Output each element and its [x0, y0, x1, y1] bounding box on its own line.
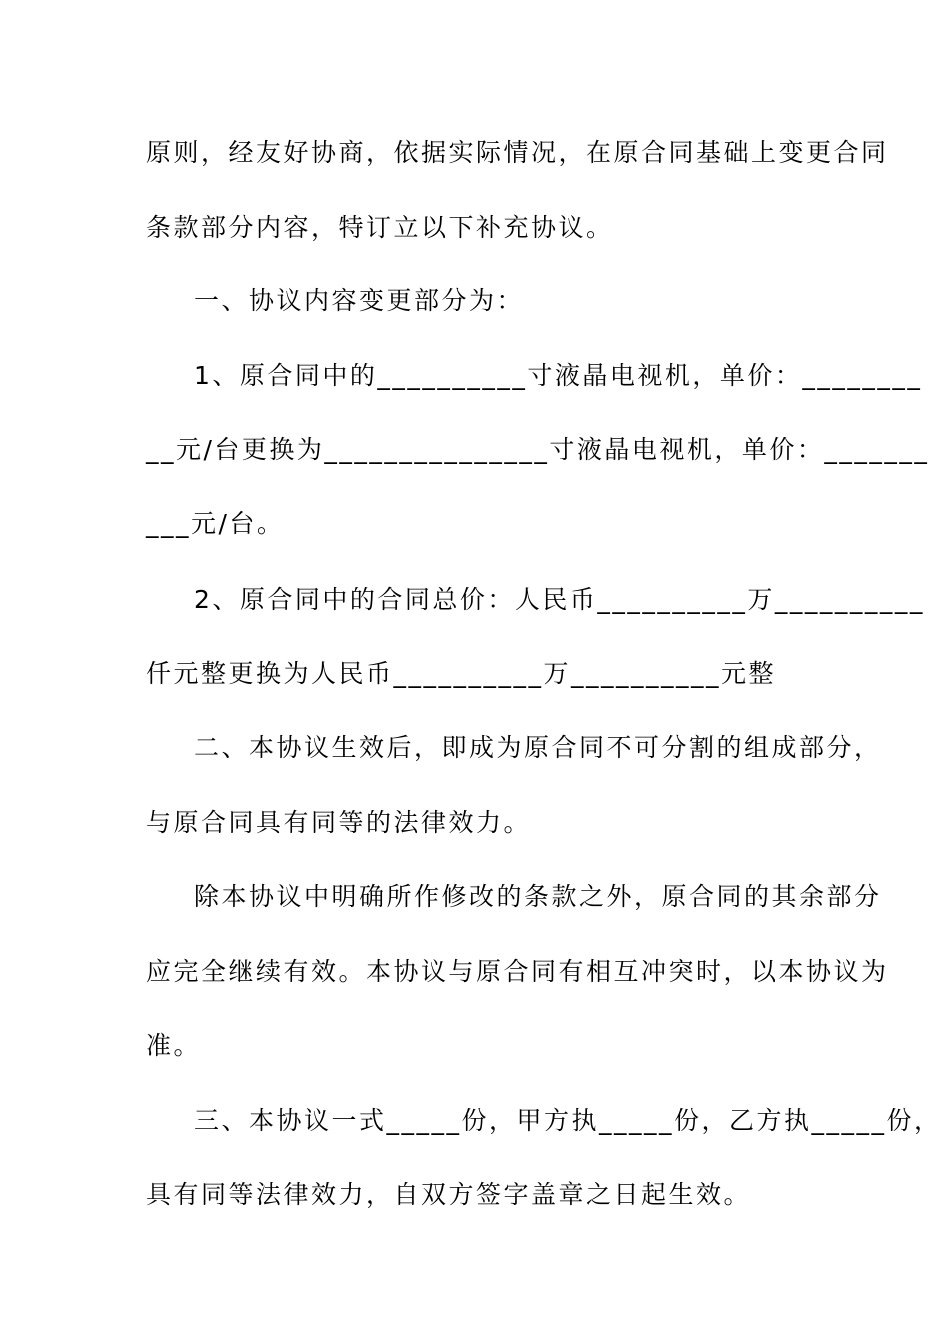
clause-line: __元/台更换为_______________寸液晶电视机，单价：_______	[146, 435, 930, 464]
clause-line: ___元/台。	[146, 509, 285, 538]
section-heading: 三、本协议一式_____份，甲方执_____份，乙方执_____份，	[194, 1106, 942, 1135]
paragraph-line: 具有同等法律效力，自双方签字盖章之日起生效。	[146, 1180, 752, 1209]
paragraph-line: 条款部分内容，特订立以下补充协议。	[146, 213, 614, 242]
paragraph-line: 与原合同具有同等的法律效力。	[146, 808, 532, 837]
paragraph-line: 除本协议中明确所作修改的条款之外，原合同的其余部分	[194, 882, 882, 911]
paragraph-line: 应完全继续有效。本协议与原合同有相互冲突时，以本协议为	[146, 957, 889, 986]
paragraph-line: 原则，经友好协商，依据实际情况，在原合同基础上变更合同	[146, 138, 889, 167]
clause-line: 2、原合同中的合同总价：人民币__________万__________	[194, 585, 925, 614]
section-heading: 一、协议内容变更部分为：	[194, 286, 525, 315]
paragraph-line: 准。	[146, 1031, 202, 1060]
clause-line: 仟元整更换为人民币__________万__________元整	[146, 659, 777, 688]
clause-line: 1、原合同中的__________寸液晶电视机，单价：________	[194, 361, 923, 390]
section-heading: 二、本协议生效后，即成为原合同不可分割的组成部分，	[194, 733, 882, 762]
